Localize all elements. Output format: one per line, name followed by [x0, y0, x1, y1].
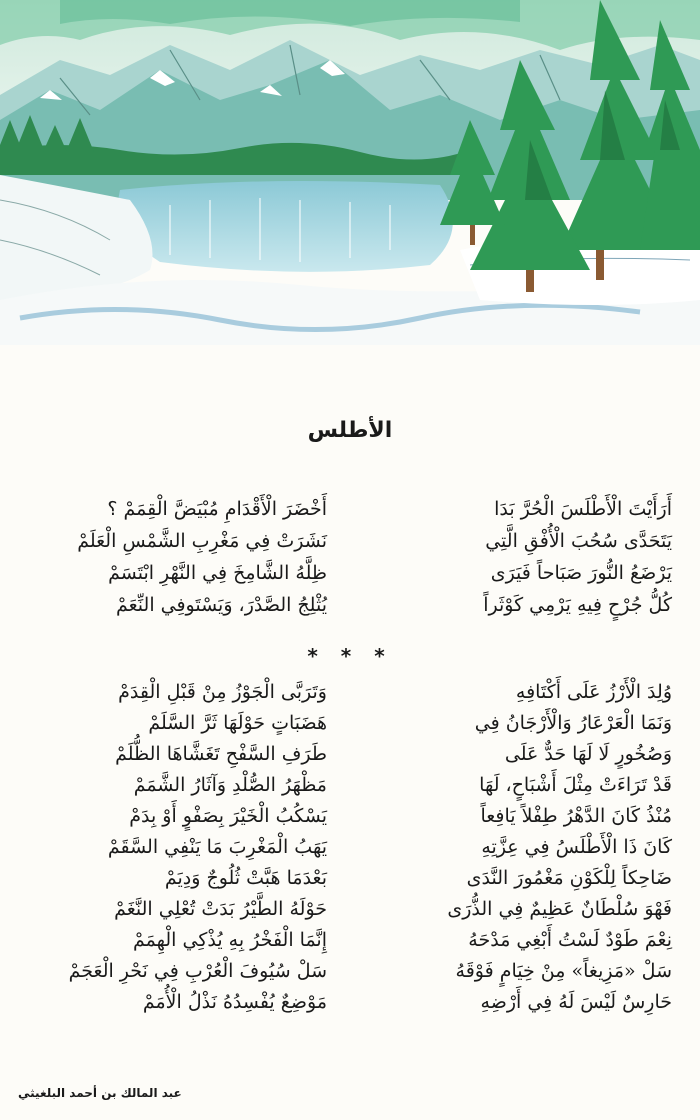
verse-first-half: نِعْمَ طَوْدٌ لَسْتُ أَبْغِي مَدْحَهُ [468, 929, 672, 951]
verse-first-half: ضَاحِكاً لِلْكَوْنِ مَغْمُورَ النَّدَى [466, 867, 672, 889]
verse-line [0, 738, 700, 769]
verse-first-half: حَارِسٌ لَيْسَ لَهُ فِي أَرْضِهِ [480, 991, 672, 1013]
verse-line [0, 557, 700, 589]
verse-second-half: مَوْضِعٌ يُفْسِدُهُ نَذْلُ الْأُمَمْ [142, 991, 327, 1013]
verse-second-half: يُثْلِجُ الصَّدْرَ، وَيَسْتَوفِي النِّعَمْ [115, 594, 327, 616]
verse-line [0, 924, 700, 955]
verse-second-half: ظِلَّهُ الشَّامِخَ فِي النَّهْرِ ابْتَسَمْ [108, 562, 327, 584]
verse-second-half: هَضَبَاتٍ حَوْلَهَا ثَرَّ السَّلَمْ [148, 712, 327, 734]
stanza-two [0, 676, 700, 1017]
stanza-one [0, 493, 700, 621]
verse-line [0, 525, 700, 557]
verse-second-half: إِنَّمَا الْفَخْرُ بِهِ يُذْكِي الْهِمَمْ [133, 929, 327, 951]
verse-first-half: وُلِدَ الْأَرْزُ عَلَى أَكْتَافِهِ [515, 681, 672, 703]
verse-first-half: كُلُّ جُرْحٍ فِيهِ يَرْمِي كَوْثَراً [483, 594, 672, 616]
verse-second-half: سَلْ سُيُوفَ الْعُرْبِ فِي نَحْرِ الْعَجَمْ [68, 960, 327, 982]
verse-second-half: نَشَرَتْ فِي مَغْرِبِ الشَّمْسِ الْعَلَمْ [77, 530, 327, 552]
verse-second-half: مَظْهَرُ الصُّلْدِ وَآثَارُ الشَّمَمْ [133, 774, 327, 796]
verse-second-half: وَتَرَبَّى الْجَوْزُ مِنْ قَبْلِ الْقِدَمْ [118, 681, 327, 703]
verse-first-half: مُنْذُ كَانَ الدَّهْرُ طِفْلاً يَافِعاً [480, 805, 672, 827]
poem-title: الأطلس [307, 418, 393, 443]
verse-line [0, 893, 700, 924]
verse-first-half: وَنَمَا الْعَرْعَارُ وَالْأَرْجَانُ فِي [474, 712, 672, 734]
verse-first-half: كَانَ ذَا الْأَطْلَسُ فِي عِزَّتِهِ [481, 836, 672, 858]
verse-first-half: قَدْ تَرَاءَتْ مِثْلَ أَشْبَاحٍ، لَهَا [479, 774, 672, 796]
verse-line [0, 986, 700, 1017]
verse-second-half: يَسْكُبُ الْخَيْرَ بِصَفْوٍ أَوْ بِدَمْ [129, 805, 327, 827]
verse-first-half: أَرَأَيْتَ الْأَطْلَسَ الْحُرَّ بَدَا [494, 498, 672, 520]
verse-second-half: يَهَبُ الْمَغْرِبَ مَا يَنْفِي السَّقَمْ [107, 836, 327, 858]
landscape-illustration [0, 0, 700, 345]
verse-line [0, 831, 700, 862]
verse-first-half: فَهْوَ سُلْطَانٌ عَظِيمٌ فِي الذُّرَى [447, 898, 672, 920]
verse-second-half: حَوْلَهُ الطَّيْرُ بَدَتْ تُعْلِي النَّغَمْ [114, 898, 327, 920]
verse-first-half: سَلْ «مَزِيغاً» مِنْ خِيَامٍ فَوْقَهُ [455, 960, 672, 982]
verse-second-half: بَعْدَمَا هَبَّتْ ثُلُوجٌ وَدِيَمْ [164, 867, 327, 889]
verse-line [0, 769, 700, 800]
verse-line [0, 493, 700, 525]
verse-first-half: وَصُخُورٍ لَا لَهَا حَدٌّ عَلَى [504, 743, 672, 765]
verse-first-half: يَتَحَدَّى سُحُبَ الْأُفْقِ الَّتِي [485, 530, 672, 552]
verse-second-half: أَخْضَرَ الْأَقْدَامِ مُبْيَضَّ الْقِمَمْ ؟ [107, 498, 327, 520]
verse-line [0, 676, 700, 707]
verse-line [0, 800, 700, 831]
verse-second-half: طَرَفِ السَّفْحِ تَغَشَّاهَا الظُّلَمْ [115, 743, 327, 765]
verse-line [0, 589, 700, 621]
verse-line [0, 707, 700, 738]
poem-author: عبد المالك بن أحمد البلغيثي [18, 1086, 182, 1100]
verse-line [0, 955, 700, 986]
stanza-separator: * * * [307, 644, 393, 668]
verse-first-half: يَرْضَعُ النُّورَ صَبَاحاً فَيَرَى [490, 562, 672, 584]
verse-line [0, 862, 700, 893]
